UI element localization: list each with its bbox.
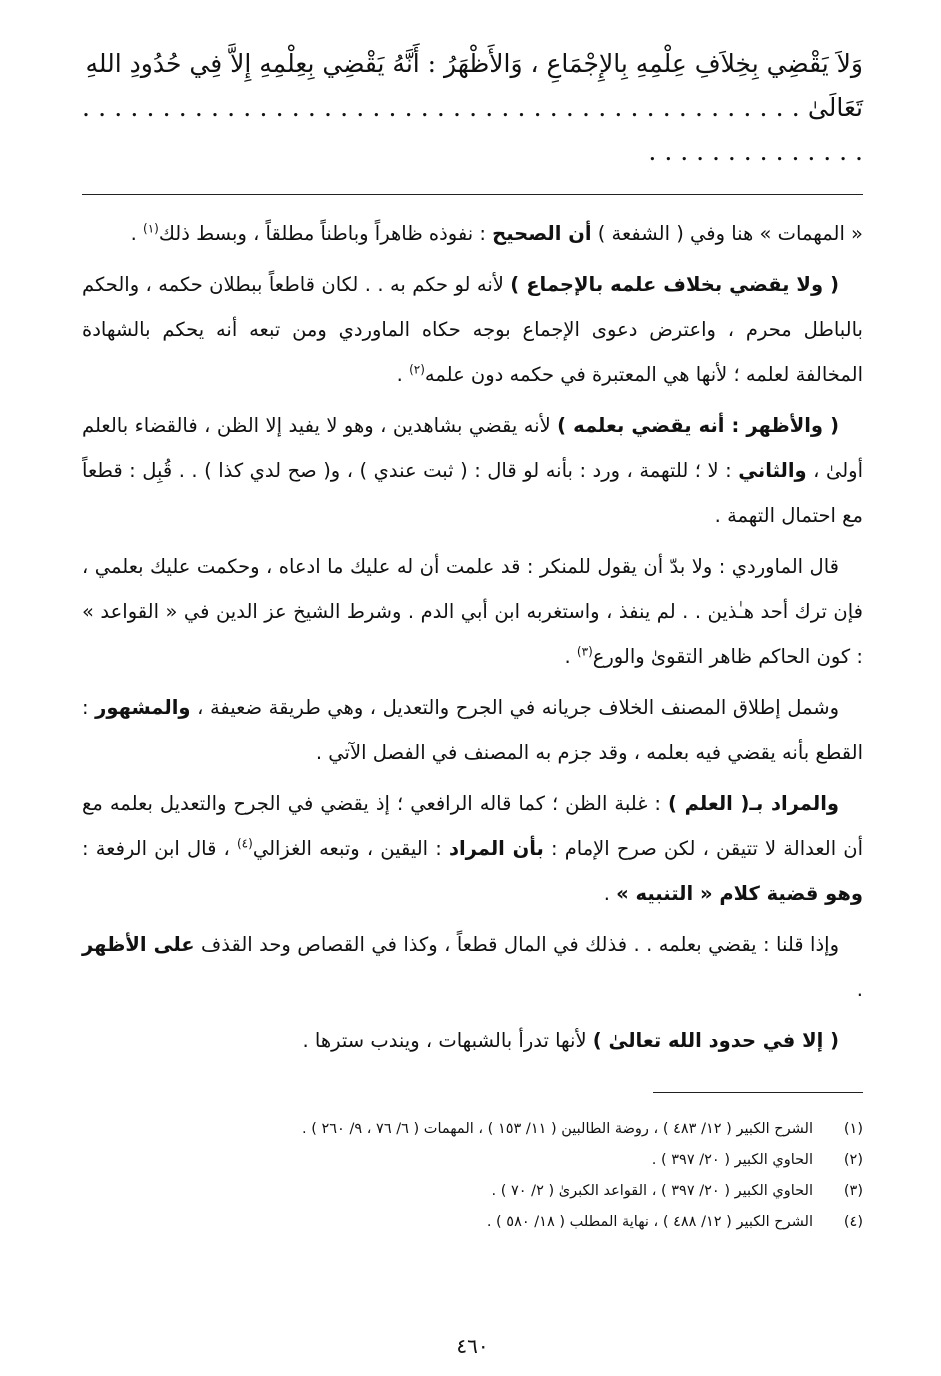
- footnotes-divider: [653, 1092, 863, 1093]
- footnote-number: (١): [843, 1121, 863, 1137]
- p4-text-2: .: [564, 645, 577, 668]
- p2-text-1: لأنه لو حكم به . . لكان قاطعاً ببطلان حكمه ، والحكم بالباطل محرم ، واعترض دعوى الإجماع بوجه حكاه الماوردي ومن تبعه أنه يحكم بالشهادة المخالفة لعلمه ؛ لأنها هي المعتبرة في حكمه دون علمه: [82, 273, 863, 386]
- commentary-paragraph-3: [82, 403, 863, 538]
- footnote-text: الحاوي الكبير ( ٢٠/ ٣٩٧ ) ، القواعد الكبرىٰ ( ٢/ ٧٠ ) .: [491, 1183, 813, 1199]
- p1-text-2: : نفوذه ظاهراً وباطناً مطلقاً ، وبسط ذلك: [158, 222, 493, 245]
- p6-bold-3: وهو قضية كلام « التنبيه »: [616, 882, 863, 905]
- footnote-number: (٢): [843, 1152, 863, 1168]
- p5-text-2: : القطع بأنه يقضي فيه بعلمه ، وقد جزم به المصنف في الفصل الآتي .: [82, 696, 863, 764]
- matn-text: [82, 42, 863, 174]
- p1-bold-1: أن الصحيح: [492, 222, 592, 245]
- footnote-number: (٣): [843, 1183, 863, 1199]
- footnote-3: [82, 1176, 863, 1207]
- footnote-1: [82, 1114, 863, 1145]
- footnote-ref-1[interactable]: (١): [143, 221, 159, 236]
- commentary-paragraph-4: [82, 544, 863, 679]
- p7-text-1: وإذا قلنا : يقضي بعلمه . . فذلك في المال قطعاً ، وكذا في القصاص وحد القذف: [194, 933, 839, 956]
- matn-dots: . . . . . . . . . . . . . . . . . . . . . . . . . . . . . . . . . . . . . . . . . . . . . . . . . . . . . . . . . . .: [82, 93, 863, 166]
- footnote-4: [82, 1207, 863, 1238]
- p5-text-1: وشمل إطلاق المصنف الخلاف جريانه في الجرح والتعديل ، وهي طريقة ضعيفة ،: [190, 696, 839, 719]
- p4-text-1: قال الماوردي : ولا بدّ أن يقول للمنكر : قد علمت أن له عليك ما ادعاه ، وحكمت عليك بعلمي ، فإن ترك أحد هـٰذين . . لم ينفذ ، واستغربه ابن أبي الدم . وشرط الشيخ عز الدين في « القواعد » : كون الحاكم ظاهر التقوىٰ والورع: [82, 555, 863, 668]
- matn-divider: [82, 194, 863, 195]
- footnote-ref-4[interactable]: (٤): [236, 836, 253, 851]
- p3-bold-1: ( والأظهر : أنه يقضي بعلمه ): [557, 414, 839, 437]
- footnote-number: (٤): [843, 1214, 863, 1230]
- p2-text-2: .: [396, 363, 410, 386]
- p6-bold-1: والمراد بـ( العلم ): [668, 792, 840, 815]
- p3-text-1: لأنه يقضي بشاهدين ، وهو لا يفيد إلا الظن ، فالقضاء بالعلم أولىٰ ،: [82, 414, 863, 482]
- p6-text-2: : اليقين ، وتبعه الغزالي: [252, 837, 449, 860]
- p6-text-3: ، قال ابن الرفعة :: [82, 837, 237, 860]
- p2-bold-1: ( ولا يقضي بخلاف علمه بالإجماع ): [510, 273, 839, 296]
- p6-bold-2: بأن المراد: [448, 837, 544, 860]
- page-number: ٤٦٠: [456, 1334, 489, 1358]
- footnote-ref-3[interactable]: (٣): [576, 644, 593, 659]
- p7-bold-1: على الأظهر: [82, 933, 195, 956]
- p6-text-1: : غلبة الظن ؛ كما قاله الرافعي ؛ إذ يقضي في الجرح والتعديل بعلمه مع أن العدالة لا تتيقن ، لكن صرح الإمام :: [82, 792, 864, 860]
- p6-text-4: .: [603, 882, 617, 905]
- p7-text-2: .: [856, 978, 863, 1001]
- matn-line-1: وَلاَ يَقْضِي بِخِلاَفِ عِلْمِهِ بِالإِجْمَاعِ ، وَالأَظْهَرُ : أَنَّهُ يَقْضِي بِعِلْمِهِ إِلاَّ فِي حُدُودِ اللهِ: [85, 49, 863, 78]
- book-page: [82, 42, 863, 1376]
- footnotes: [82, 1114, 863, 1238]
- p8-text-1: لأنها تدرأ بالشبهات ، ويندب سترها .: [302, 1029, 593, 1052]
- commentary: [82, 211, 863, 1063]
- commentary-paragraph-8: [82, 1018, 863, 1063]
- p1-text-3: .: [130, 222, 144, 245]
- p3-bold-2: والثاني: [738, 459, 807, 482]
- commentary-paragraph-2: [82, 262, 863, 397]
- commentary-paragraph-6: [82, 781, 863, 916]
- commentary-paragraph-1: [82, 211, 863, 256]
- footnote-2: [82, 1145, 863, 1176]
- commentary-paragraph-5: [82, 685, 863, 775]
- p3-text-2: : لا ؛ للتهمة ، ورد : بأنه لو قال : ( ثبت عندي ) ، و( صح لدي كذا ) . . قُبِل : قطعاً مع احتمال التهمة .: [82, 459, 863, 527]
- footnote-text: الشرح الكبير ( ١٢/ ٤٨٣ ) ، روضة الطالبين ( ١١/ ١٥٣ ) ، المهمات ( ٦/ ٧٦ ، ٩/ ٢٦٠ ) .: [301, 1121, 813, 1137]
- footnote-text: الحاوي الكبير ( ٢٠/ ٣٩٧ ) .: [651, 1152, 813, 1168]
- footnote-ref-2[interactable]: (٢): [409, 362, 425, 377]
- footnote-text: الشرح الكبير ( ١٢/ ٤٨٨ ) ، نهاية المطلب ( ١٨/ ٥٨٠ ) .: [486, 1214, 813, 1230]
- p5-bold-1: والمشهور: [95, 696, 191, 719]
- commentary-paragraph-7: [82, 922, 863, 1012]
- matn-line-2-word: تَعَالَىٰ: [807, 93, 863, 122]
- p8-bold-1: ( إلا في حدود الله تعالىٰ ): [592, 1029, 839, 1052]
- matn-line-2: [82, 86, 863, 174]
- p1-text-1: « المهمات » هنا وفي ( الشفعة ): [591, 222, 863, 245]
